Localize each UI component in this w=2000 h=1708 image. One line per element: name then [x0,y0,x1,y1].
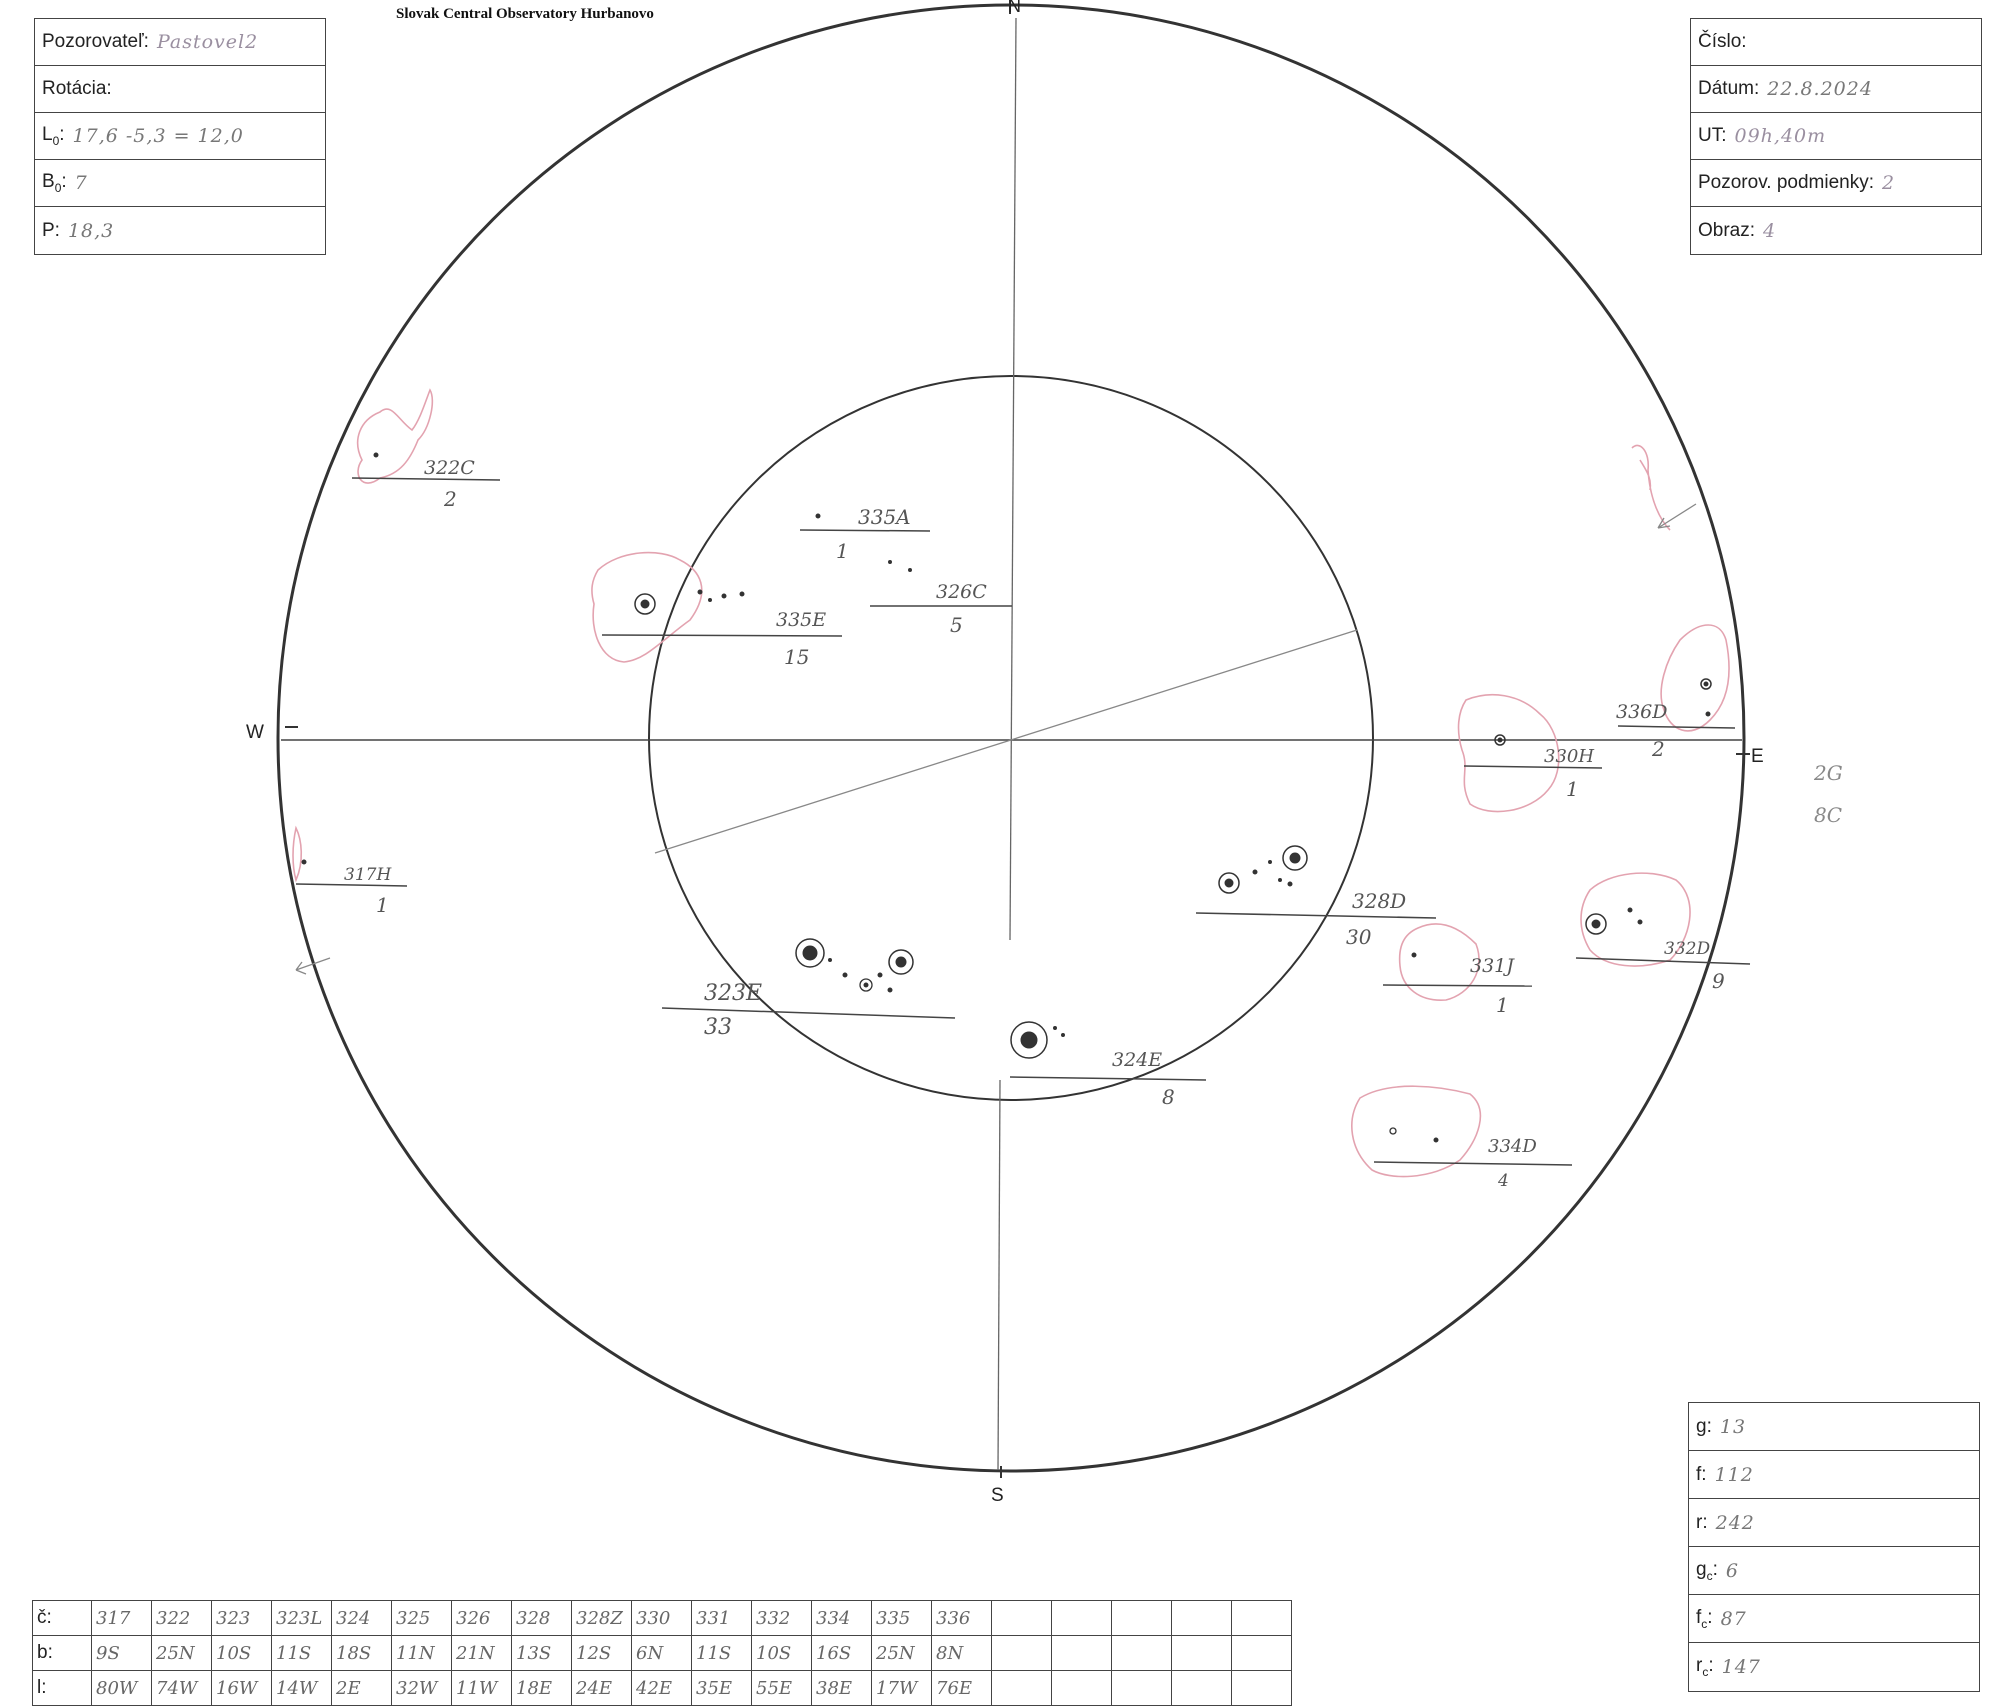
group-count-334d: 4 [1498,1171,1509,1191]
west-label: W [246,722,264,743]
north-label: N [1008,0,1021,16]
group-id-330h: 330H [1544,746,1595,767]
row-label: č: [33,1601,92,1636]
table-cell: 332 [752,1601,812,1636]
table-cell: 323L [272,1601,332,1636]
table-cell [992,1601,1052,1636]
table-cell: 325 [392,1601,452,1636]
table-cell: 17W [872,1671,932,1706]
group-count-324e: 8 [1162,1085,1175,1109]
group-id-336d: 336D [1616,701,1668,723]
ut-label: UT: [1698,125,1727,146]
table-cell: 25N [152,1636,212,1671]
side-notes [1813,761,1843,827]
table-cell: 38E [812,1671,872,1706]
table-cell: 55E [752,1671,812,1706]
table-cell [1232,1601,1292,1636]
group-count-330h: 1 [1566,777,1579,801]
table-cell: 12S [572,1636,632,1671]
group-id-331j: 331J [1470,955,1514,977]
table-cell: 25N [872,1636,932,1671]
south-label: S [991,1485,1004,1506]
row-label: l: [33,1671,92,1706]
summary-fc-row: $f_c$: 87 [1689,1595,1979,1643]
l0-label: $L_0$: [42,124,65,148]
table-cell: 74W [152,1671,212,1706]
table-cell [1112,1601,1172,1636]
table-cell: 10S [212,1636,272,1671]
b0-value: 7 [74,172,88,194]
summary-gc-row: $g_c$: 6 [1689,1547,1979,1595]
table-cell: 330 [632,1601,692,1636]
ut-value: 09h,40m [1734,125,1827,147]
group-label-lines [296,478,1750,1165]
summary-f-row: f: 112 [1689,1451,1979,1499]
group-id-323e: 323E [704,981,763,1006]
summary-g-row: g: 13 [1689,1403,1979,1451]
table-cell: 14W [272,1671,332,1706]
table-cell: 80W [92,1671,152,1706]
table-cell [1052,1671,1112,1706]
group-count-322c: 2 [444,487,457,511]
group-id-326c: 326C [936,581,987,603]
l0-value: 17,6 -5,3 = 12,0 [72,125,244,147]
group-id-317h: 317H [344,865,392,885]
table-cell: 11N [392,1636,452,1671]
south-axis-lower [998,1080,1000,1470]
number-label: Číslo: [1698,31,1747,52]
table-cell [1052,1601,1112,1636]
table-cell: 336 [932,1601,992,1636]
table-cell: 328 [512,1601,572,1636]
group-id-328d: 328D [1352,889,1407,913]
group-count-328d: 30 [1346,925,1372,949]
image-quality-label: Obraz: [1698,219,1756,241]
table-cell [1232,1636,1292,1671]
image-quality-value: 4 [1763,219,1777,242]
table-cell: 335 [872,1601,932,1636]
b0-label: $B_0$: [42,171,67,195]
table-cell: 322 [152,1601,212,1636]
group-count-335e: 15 [784,645,810,669]
table-cell: 324 [332,1601,392,1636]
longitude-row [33,1671,1292,1706]
east-label: E [1751,746,1764,767]
observer-label: Pozorovateľ: [42,31,149,52]
side-note-1: 2G [1814,761,1843,785]
p-value: 18,3 [67,219,115,242]
group-count-331j: 1 [1496,993,1509,1017]
table-cell: 323 [212,1601,272,1636]
group-id-334d: 334D [1488,1136,1537,1157]
table-cell: 76E [932,1671,992,1706]
group-id-332d: 332D [1664,939,1711,959]
table-cell: 11S [272,1636,332,1671]
conditions-value: 2 [1882,172,1896,194]
summary-f-value: 112 [1714,1463,1754,1486]
date-label: Dátum: [1698,78,1760,99]
table-cell: 10S [752,1636,812,1671]
table-cell: 32W [392,1671,452,1706]
side-note-2: 8C [1814,803,1843,827]
table-cell: 16S [812,1636,872,1671]
group-labels [344,457,1725,1191]
table-cell [992,1636,1052,1671]
north-south-axis [1010,18,1016,940]
table-cell: 328Z [572,1601,632,1636]
observatory-title: Slovak Central Observatory Hurbanovo [396,6,654,22]
table-cell: 317 [92,1601,152,1636]
table-cell [1112,1636,1172,1671]
table-cell: 11S [692,1636,752,1671]
summary-gc-value: 6 [1725,1559,1739,1582]
group-number-row [33,1601,1292,1636]
row-label: b: [33,1636,92,1671]
table-cell [1172,1671,1232,1706]
table-cell: 16W [212,1671,272,1706]
groups-table [32,1600,1292,1706]
date-value: 22.8.2024 [1767,78,1873,100]
group-id-335e: 335E [776,609,827,631]
table-cell: 8N [932,1636,992,1671]
table-cell [1052,1636,1112,1671]
table-cell [1172,1636,1232,1671]
table-cell: 18S [332,1636,392,1671]
rotation-label: Rotácia: [42,78,112,99]
group-count-326c: 5 [950,613,963,637]
group-count-323e: 33 [704,1015,732,1040]
table-cell: 11W [452,1671,512,1706]
group-id-322c: 322C [424,457,475,479]
group-count-317h: 1 [376,893,389,917]
table-cell: 13S [512,1636,572,1671]
conditions-label: Pozorov. podmienky: [1698,172,1875,193]
table-cell [1172,1601,1232,1636]
p-label: P: [42,219,60,241]
group-count-335a: 1 [836,539,849,563]
table-cell: 35E [692,1671,752,1706]
table-cell: 9S [92,1636,152,1671]
summary-rc-value: 147 [1721,1656,1761,1678]
group-id-335a: 335A [858,505,911,529]
table-cell [1112,1671,1172,1706]
summary-box [1688,1402,1980,1692]
table-cell: 2E [332,1671,392,1706]
summary-fc-value: 87 [1720,1607,1747,1630]
table-cell: 334 [812,1601,872,1636]
table-cell: 24E [572,1671,632,1706]
summary-r-row: r: 242 [1689,1499,1979,1547]
latitude-row [33,1636,1292,1671]
rotation-axis-line [655,630,1357,853]
group-count-332d: 9 [1712,969,1725,993]
summary-rc-row: $r_c$: 147 [1696,1655,1761,1679]
summary-g-value: 13 [1719,1415,1747,1438]
table-cell: 331 [692,1601,752,1636]
observer-value: Pastovel2 [156,31,259,53]
table-cell [1232,1671,1292,1706]
table-cell: 18E [512,1671,572,1706]
table-cell [992,1671,1052,1706]
sunspots [302,453,1711,1142]
rotation-arrows [296,504,1696,974]
table-cell: 42E [632,1671,692,1706]
table-cell: 21N [452,1636,512,1671]
group-id-324e: 324E [1112,1049,1163,1071]
table-cell: 326 [452,1601,512,1636]
summary-r-value: 242 [1715,1511,1755,1534]
group-count-336d: 2 [1652,737,1665,761]
table-cell: 6N [632,1636,692,1671]
